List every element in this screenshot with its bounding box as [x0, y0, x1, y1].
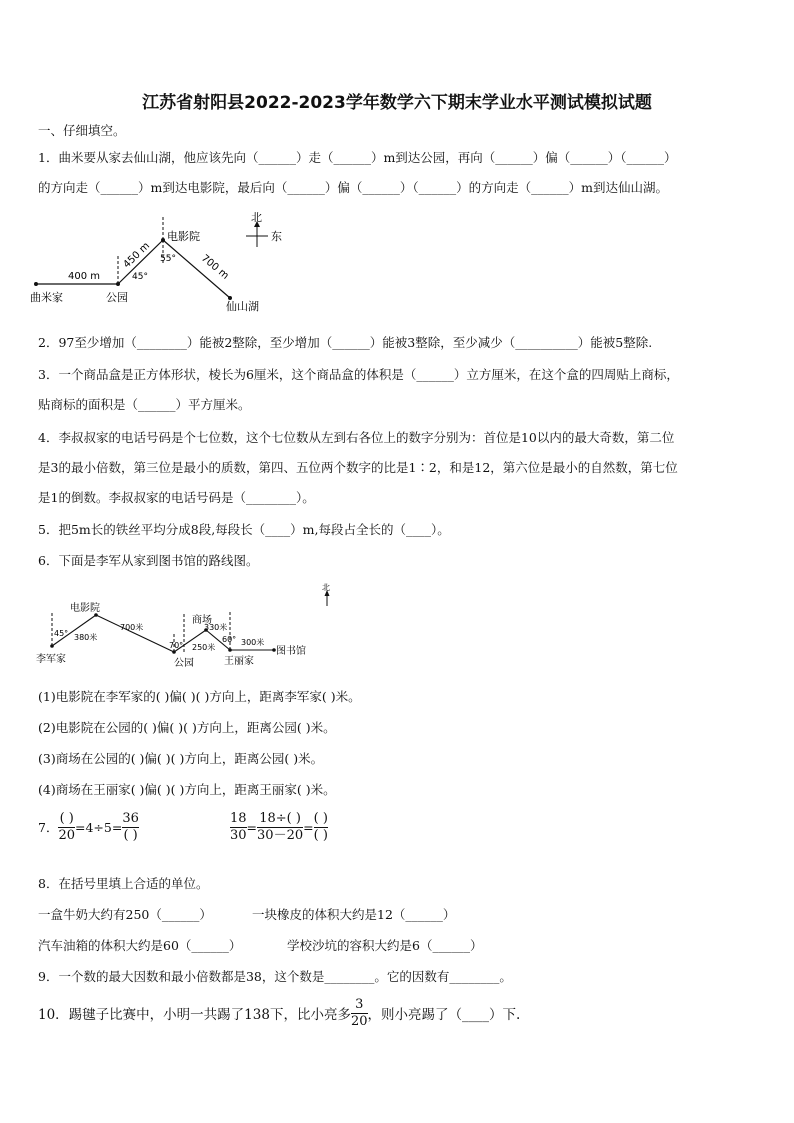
- q1-line1: 1．曲米要从家去仙山湖，他应该先向（______）走（______）m到达公园，再向（______）偏（______）（______）: [38, 150, 677, 165]
- q4-line1: 4．李叔叔家的电话号码是个七位数，这个七位数从左到右各位上的数字分别为：首位是10以内的最大奇数，第二位: [38, 430, 675, 445]
- map2-north: 北: [322, 583, 330, 592]
- q1-line2: 的方向走（______）m到达电影院，最后向（______）偏（______）（______）的方向走（______）m到达仙山湖。: [38, 180, 668, 195]
- q3-line2: 贴商标的面积是（______）平方厘米。: [38, 397, 251, 412]
- q6-item-2: (2)电影院在公园的( )偏( )( )方向上，距离公园( )米。: [38, 720, 336, 735]
- map1-dist-1: 400 m: [68, 271, 101, 282]
- q6-item-4: (4)商场在王丽家( )偏( )( )方向上，距离王丽家( )米。: [38, 782, 336, 797]
- q8-item-a: 一盒牛奶大约有250（______）: [38, 907, 212, 922]
- q6-item-1: (1)电影院在李军家的( )偏( )( )方向上，距离李军家( )米。: [38, 689, 361, 704]
- q10-text-post: ，则小亮踢了（____）下.: [367, 1007, 521, 1024]
- q7-fraction-4: $\frac{18\div( )}{30-20}$: [257, 811, 304, 843]
- map2-place-1: 李军家: [36, 654, 66, 665]
- q9-line: 9．一个数的最大因数和最小倍数都是38，这个数是________。它的因数有________。: [38, 969, 512, 984]
- q7-equation-1: [38, 812, 139, 842]
- q6-route-map: [34, 580, 344, 670]
- map1-dist-3: 700 m: [198, 252, 231, 282]
- q1-route-map: [30, 210, 310, 315]
- map1-place-1: 曲米家: [30, 291, 63, 304]
- q7-fraction-2: $\frac{36}{( )}$: [122, 811, 139, 843]
- map2-angle-1: 45°: [54, 629, 69, 638]
- map2-dist-2: 700米: [120, 623, 144, 632]
- map2-place-4: 商场: [192, 615, 212, 626]
- q8-item-c: 汽车油箱的体积大约是60（______）: [38, 938, 242, 953]
- q3-line1: 3．一个商品盒是正方体形状，棱长为6厘米，这个商品盒的体积是（______）立方厘米，在这个盒的四周贴上商标，: [38, 367, 679, 382]
- q10-fraction: $\frac{3}{20}$: [350, 997, 368, 1029]
- page-title: 江苏省射阳县2022-2023学年数学六下期末学业水平测试模拟试题: [142, 93, 652, 113]
- q4-line3: 是1的倒数。李叔叔家的电话号码是（________）。: [38, 490, 315, 505]
- q8-intro: 8．在括号里填上合适的单位。: [38, 876, 209, 891]
- q6-item-3: (3)商场在公园的( )偏( )( )方向上，距离公园( )米。: [38, 751, 324, 766]
- map2-dist-5: 300米: [241, 638, 265, 647]
- map2-place-5: 王丽家: [224, 656, 254, 667]
- map2-place-2: 电影院: [70, 603, 100, 614]
- q7-equals-2: =: [303, 819, 314, 835]
- map1-place-4: 仙山湖: [226, 300, 259, 313]
- q5-line: 5．把5m长的铁丝平均分成8段,每段长（____）m,每段占全长的（____）。: [38, 522, 450, 537]
- q7-equation-2: [230, 812, 328, 842]
- q10-line: [38, 998, 520, 1028]
- q7-fraction-5: $\frac{( )}{( )}$: [313, 811, 328, 843]
- map2-place-6: 图书馆: [276, 646, 306, 657]
- map2-dist-1: 380米: [74, 633, 98, 642]
- north-arrow-icon: [325, 590, 330, 606]
- map1-east: 东: [271, 230, 282, 243]
- q2-line: 2．97至少增加（________）能被2整除，至少增加（______）能被3整除，至少减少（__________）能被5整除.: [38, 335, 653, 350]
- map1-angle-2: 55°: [160, 254, 176, 264]
- q4-line2: 是3的最小倍数，第三位是最小的质数，第四、五位两个数字的比是1∶2，和是12，第六位是最小的自然数，第七位: [38, 460, 678, 475]
- q7-equals-1: =: [246, 819, 258, 835]
- map2-angle-3: 60°: [222, 635, 237, 644]
- map1-dist-2: 450 m: [121, 240, 153, 271]
- q10-text-pre: 10．踢毽子比赛中，小明一共踢了138下，比小亮多: [38, 1007, 351, 1024]
- map1-place-2: 公园: [106, 291, 128, 304]
- map1-angle-1: 45°: [132, 272, 148, 282]
- section-heading: 一、仔细填空。: [38, 123, 126, 138]
- q7-fraction-3: $\frac{18}{30}$: [230, 811, 247, 843]
- q8-item-b: 一块橡皮的体积大约是12（______）: [252, 907, 456, 922]
- q7-label: 7．: [38, 820, 59, 836]
- map2-angle-2: 70°: [169, 641, 184, 650]
- q8-item-d: 学校沙坑的容积大约是6（______）: [287, 938, 483, 953]
- compass-icon: [246, 221, 268, 247]
- map1-place-3: 电影院: [167, 230, 200, 243]
- map2-dist-4: 330米: [204, 623, 228, 632]
- map2-dist-3: 250米: [192, 643, 216, 652]
- map1-north: 北: [251, 211, 262, 224]
- q7-fraction-1: $\frac{( )}{20}$: [58, 811, 75, 843]
- q6-intro: 6．下面是李军从家到图书馆的路线图。: [38, 553, 259, 568]
- map2-place-3: 公园: [174, 658, 194, 669]
- q7-middle: =4÷5=: [75, 819, 123, 835]
